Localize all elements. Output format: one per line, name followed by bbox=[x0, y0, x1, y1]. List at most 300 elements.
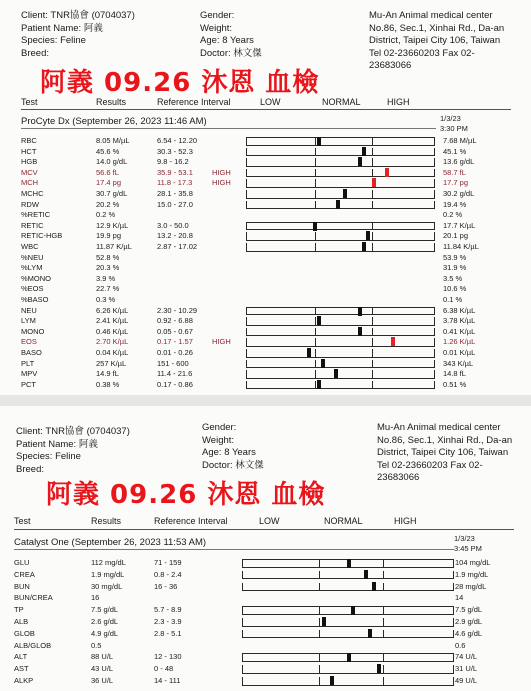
result-value: 36 U/L bbox=[91, 676, 114, 685]
result-value: 16 bbox=[91, 593, 100, 603]
print-datetime bbox=[440, 114, 480, 134]
result-marker bbox=[343, 189, 347, 198]
table-row bbox=[0, 253, 531, 264]
table-row bbox=[0, 582, 531, 593]
range-divider bbox=[315, 190, 316, 198]
result-marker bbox=[321, 359, 325, 368]
client-label: Client: bbox=[16, 426, 43, 437]
result-value: 20.2 % bbox=[96, 199, 120, 209]
table-row bbox=[0, 200, 531, 211]
print-datetime bbox=[454, 534, 494, 554]
range-bar bbox=[242, 571, 454, 580]
previous-result: 53.9 % bbox=[443, 252, 467, 262]
range-divider bbox=[315, 308, 316, 315]
test-name: HGB bbox=[21, 157, 38, 167]
result-value: 11.87 K/µL bbox=[96, 242, 132, 251]
result-marker bbox=[366, 231, 370, 240]
table-row bbox=[0, 242, 531, 253]
reference-interval: 15.0 - 27.0 bbox=[157, 199, 193, 209]
clinic-info bbox=[377, 422, 512, 485]
range-bar bbox=[246, 243, 435, 252]
range-divider bbox=[372, 148, 373, 156]
result-marker bbox=[313, 222, 317, 231]
range-bar bbox=[246, 169, 435, 178]
result-value: 20.3 % bbox=[96, 263, 120, 273]
table-row bbox=[0, 617, 531, 628]
result-value: 22.7 % bbox=[96, 284, 120, 294]
result-marker bbox=[385, 168, 389, 177]
clinic-line: 23683066 bbox=[377, 472, 420, 484]
range-divider bbox=[372, 360, 373, 368]
species-label: Species: bbox=[21, 35, 58, 47]
range-bar bbox=[246, 307, 435, 316]
range-bar bbox=[242, 559, 454, 568]
range-divider bbox=[383, 665, 384, 673]
clinic-line: District, Taipei City 106, Taiwan bbox=[369, 35, 501, 47]
range-divider bbox=[319, 607, 320, 614]
result-marker bbox=[336, 200, 340, 209]
reference-interval: 0.92 - 6.88 bbox=[157, 316, 193, 326]
test-name: MONO bbox=[21, 326, 45, 336]
table-row bbox=[0, 369, 531, 380]
result-value: 2.70 K/µL bbox=[96, 337, 129, 347]
result-marker bbox=[368, 629, 372, 638]
clinic-line: No.86, Sec.1, Xinhai Rd., Da-an bbox=[377, 434, 513, 446]
col-results: Results bbox=[91, 516, 122, 526]
reference-interval: 2.87 - 17.02 bbox=[157, 242, 198, 251]
table-row bbox=[0, 348, 531, 359]
result-value: 14.0 g/dL bbox=[96, 157, 128, 167]
range-divider bbox=[383, 560, 384, 567]
test-name: BUN bbox=[14, 581, 30, 591]
print-date: 1/3/23 bbox=[440, 114, 461, 123]
breed-label: Breed: bbox=[16, 463, 44, 475]
range-divider bbox=[319, 665, 320, 673]
test-name: GLOB bbox=[14, 628, 35, 638]
test-name: ALB/GLOB bbox=[14, 640, 52, 650]
divider bbox=[21, 128, 436, 129]
result-marker bbox=[358, 327, 362, 336]
previous-result: 0.2 % bbox=[443, 210, 463, 220]
reference-interval: 0.8 - 2.4 bbox=[154, 569, 182, 579]
range-divider bbox=[315, 138, 316, 145]
previous-result: 0.6 bbox=[455, 640, 466, 650]
range-bar bbox=[246, 360, 435, 369]
previous-result: 58.7 fL bbox=[443, 167, 466, 177]
patient-info-2 bbox=[202, 422, 264, 472]
result-marker bbox=[307, 348, 311, 357]
test-name: GLU bbox=[14, 558, 30, 567]
test-name: MCH bbox=[21, 178, 39, 188]
previous-result: 4.6 g/dL bbox=[455, 628, 483, 638]
range-divider bbox=[372, 381, 373, 389]
gender-label: Gender: bbox=[202, 422, 237, 433]
reference-interval: 11.8 - 17.3 bbox=[157, 178, 193, 188]
range-bar bbox=[246, 338, 435, 347]
range-divider bbox=[372, 308, 373, 315]
range-divider bbox=[383, 677, 384, 685]
test-name: BASO bbox=[21, 348, 42, 357]
clinic-line: No.86, Sec.1, Xinhai Rd., Da-an bbox=[369, 22, 505, 34]
previous-result: 2.9 g/dL bbox=[455, 617, 483, 626]
patient-info-2 bbox=[200, 10, 262, 60]
range-divider bbox=[315, 169, 316, 177]
result-value: 30.7 g/dL bbox=[96, 189, 128, 198]
range-divider bbox=[372, 201, 373, 209]
range-divider bbox=[372, 243, 373, 251]
result-flag: HIGH bbox=[212, 178, 231, 188]
result-value: 0.46 K/µL bbox=[96, 326, 129, 336]
test-name: %NEU bbox=[21, 252, 44, 262]
previous-result: 45.1 % bbox=[443, 146, 467, 156]
reference-interval: 0.17 - 0.86 bbox=[157, 379, 193, 389]
range-divider bbox=[315, 243, 316, 251]
test-name: HCT bbox=[21, 146, 37, 156]
gender-label: Gender: bbox=[200, 10, 235, 21]
test-name: MCHC bbox=[21, 189, 44, 198]
test-name: %LYM bbox=[21, 263, 43, 273]
result-marker bbox=[351, 606, 355, 615]
previous-result: 1.26 K/µL bbox=[443, 337, 476, 347]
range-bar bbox=[246, 381, 435, 390]
range-divider bbox=[315, 158, 316, 166]
table-row bbox=[0, 652, 531, 663]
table-row bbox=[0, 570, 531, 581]
table-row bbox=[0, 210, 531, 221]
range-divider bbox=[383, 583, 384, 591]
table-row bbox=[0, 664, 531, 675]
reference-interval: 12 - 130 bbox=[154, 652, 182, 662]
range-divider bbox=[372, 317, 373, 325]
column-header bbox=[0, 97, 531, 109]
table-row bbox=[0, 136, 531, 147]
clinic-line: District, Taipei City 106, Taiwan bbox=[377, 447, 509, 459]
age-label: Age: bbox=[202, 447, 222, 459]
range-divider bbox=[319, 571, 320, 579]
reference-interval: 30.3 - 52.3 bbox=[157, 146, 193, 156]
range-bar bbox=[242, 630, 454, 639]
table-row bbox=[0, 178, 531, 189]
range-bar bbox=[242, 606, 454, 615]
previous-result: 3.78 K/µL bbox=[443, 316, 476, 326]
col-high: HIGH bbox=[394, 516, 417, 526]
doctor-value: 林文傑 bbox=[233, 47, 262, 59]
result-value: 0.3 % bbox=[96, 295, 116, 304]
previous-result: 0.01 K/µL bbox=[443, 348, 476, 357]
result-marker bbox=[334, 369, 338, 378]
test-name: ALT bbox=[14, 652, 28, 662]
range-divider bbox=[372, 223, 373, 230]
range-divider bbox=[372, 349, 373, 357]
previous-result: 1.9 mg/dL bbox=[455, 569, 489, 579]
test-name: AST bbox=[14, 664, 29, 674]
test-name: LYM bbox=[21, 316, 36, 326]
range-bar bbox=[246, 328, 435, 337]
result-marker bbox=[317, 316, 321, 325]
range-bar bbox=[242, 653, 454, 662]
test-name: NEU bbox=[21, 305, 37, 315]
range-bar bbox=[246, 232, 435, 241]
col-reference: Reference Interval bbox=[154, 516, 228, 526]
page-gap bbox=[0, 395, 531, 406]
result-marker bbox=[372, 582, 376, 591]
species-value: Feline bbox=[60, 35, 86, 47]
test-name: RBC bbox=[21, 136, 37, 145]
result-value: 52.8 % bbox=[96, 252, 120, 262]
previous-result: 7.5 g/dL bbox=[455, 605, 483, 615]
species-label: Species: bbox=[16, 451, 53, 463]
table-row bbox=[0, 147, 531, 158]
result-marker bbox=[317, 380, 321, 389]
clinic-line: Tel 02-23660203 Fax 02- bbox=[377, 459, 483, 471]
range-divider bbox=[372, 328, 373, 336]
range-divider bbox=[315, 232, 316, 240]
test-name: RDW bbox=[21, 199, 39, 209]
col-normal: NORMAL bbox=[322, 97, 361, 107]
test-name: BUN/CREA bbox=[14, 593, 53, 603]
table-row bbox=[0, 327, 531, 338]
reference-interval: 0.05 - 0.67 bbox=[157, 326, 193, 336]
reference-interval: 2.30 - 10.29 bbox=[157, 305, 198, 315]
range-divider bbox=[319, 560, 320, 567]
result-value: 2.6 g/dL bbox=[91, 617, 119, 626]
range-bar bbox=[246, 349, 435, 358]
col-test: Test bbox=[14, 516, 31, 526]
range-divider bbox=[383, 654, 384, 661]
result-value: 3.9 % bbox=[96, 273, 116, 283]
result-value: 30 mg/dL bbox=[91, 581, 123, 591]
previous-result: 30.2 g/dL bbox=[443, 189, 475, 198]
table-row bbox=[0, 316, 531, 327]
reference-interval: 0 - 48 bbox=[154, 664, 174, 674]
result-value: 45.6 % bbox=[96, 146, 120, 156]
reference-interval: 3.0 - 50.0 bbox=[157, 220, 189, 230]
previous-result: 343 K/µL bbox=[443, 358, 474, 368]
reference-interval: 35.9 - 53.1 bbox=[157, 167, 193, 177]
divider bbox=[21, 109, 511, 110]
range-bar bbox=[246, 137, 435, 146]
result-flag: HIGH bbox=[212, 167, 231, 177]
test-name: ALKP bbox=[14, 676, 34, 685]
column-header bbox=[0, 516, 531, 528]
range-divider bbox=[372, 169, 373, 177]
table-row bbox=[0, 558, 531, 569]
previous-result: 7.68 M/µL bbox=[443, 136, 477, 145]
range-divider bbox=[383, 618, 384, 626]
result-value: 19.9 pg bbox=[96, 231, 122, 241]
result-value: 257 K/µL bbox=[96, 358, 127, 368]
reference-interval: 0.17 - 1.57 bbox=[157, 337, 193, 347]
range-divider bbox=[315, 148, 316, 156]
table-row bbox=[0, 306, 531, 317]
range-divider bbox=[315, 201, 316, 209]
range-divider bbox=[319, 677, 320, 685]
test-name: RETIC bbox=[21, 220, 44, 230]
doctor-label: Doctor: bbox=[200, 47, 231, 59]
result-marker bbox=[347, 559, 351, 568]
table-row bbox=[0, 629, 531, 640]
print-date: 1/3/23 bbox=[454, 534, 475, 543]
reference-interval: 2.8 - 5.1 bbox=[154, 628, 182, 638]
result-marker bbox=[362, 147, 366, 156]
reference-interval: 13.2 - 20.8 bbox=[157, 231, 193, 241]
previous-result: 31 U/L bbox=[455, 664, 478, 674]
test-name: WBC bbox=[21, 242, 39, 251]
print-time: 3:45 PM bbox=[454, 544, 482, 553]
age-value: 8 Years bbox=[222, 35, 254, 47]
doctor-value: 林文傑 bbox=[235, 459, 264, 471]
reference-interval: 16 - 36 bbox=[154, 581, 178, 591]
range-divider bbox=[319, 618, 320, 626]
result-marker bbox=[364, 570, 368, 579]
range-divider bbox=[319, 583, 320, 591]
range-divider bbox=[315, 328, 316, 336]
divider bbox=[14, 529, 514, 530]
reference-interval: 2.3 - 3.9 bbox=[154, 617, 182, 626]
result-marker bbox=[330, 676, 334, 685]
handwritten-stamp: 阿義 09.26 沐恩 血檢 bbox=[40, 68, 320, 98]
previous-result: 20.1 pg bbox=[443, 231, 469, 241]
result-value: 8.05 M/µL bbox=[96, 136, 130, 145]
reference-interval: 11.4 - 21.6 bbox=[157, 369, 193, 379]
reference-interval: 151 - 600 bbox=[157, 358, 189, 368]
clinic-line: Mu-An Animal medical center bbox=[369, 10, 493, 21]
test-name: PLT bbox=[21, 358, 35, 368]
test-name: ALB bbox=[14, 617, 29, 626]
range-divider bbox=[383, 607, 384, 614]
doctor-label: Doctor: bbox=[202, 459, 233, 471]
result-marker bbox=[317, 137, 321, 146]
client-value: TNR協會 (0704037) bbox=[50, 10, 135, 21]
range-divider bbox=[315, 317, 316, 325]
range-bar bbox=[246, 317, 435, 326]
result-value: 7.5 g/dL bbox=[91, 605, 119, 615]
range-divider bbox=[372, 138, 373, 145]
range-bar bbox=[246, 370, 435, 379]
result-marker bbox=[358, 157, 362, 166]
section-title: ProCyte Dx (September 26, 2023 11:46 AM) bbox=[21, 116, 207, 127]
previous-result: 10.6 % bbox=[443, 284, 467, 294]
clinic-line: 23683066 bbox=[369, 60, 412, 72]
reference-interval: 14 - 111 bbox=[154, 676, 181, 685]
test-name: %RETIC bbox=[21, 210, 51, 220]
test-name: RETIC-HGB bbox=[21, 231, 63, 241]
weight-label: Weight: bbox=[202, 434, 235, 446]
breed-label: Breed: bbox=[21, 47, 49, 59]
patient-info bbox=[16, 426, 130, 476]
previous-result: 6.38 K/µL bbox=[443, 305, 476, 315]
col-low: LOW bbox=[259, 516, 280, 526]
range-divider bbox=[372, 232, 373, 240]
table-row bbox=[0, 274, 531, 285]
result-marker bbox=[377, 664, 381, 673]
previous-result: 104 mg/dL bbox=[455, 558, 491, 567]
test-name: %MONO bbox=[21, 273, 51, 283]
table-row bbox=[0, 284, 531, 295]
test-name: %BASO bbox=[21, 295, 49, 304]
result-value: 0.5 bbox=[91, 640, 102, 650]
table-row bbox=[0, 605, 531, 616]
result-flag: HIGH bbox=[212, 337, 231, 347]
test-name: MPV bbox=[21, 369, 38, 379]
reference-interval: 28.1 - 35.8 bbox=[157, 189, 193, 198]
range-divider bbox=[315, 338, 316, 346]
table-row bbox=[0, 359, 531, 370]
species-value: Feline bbox=[55, 451, 81, 463]
range-bar bbox=[246, 222, 435, 231]
range-divider bbox=[383, 571, 384, 579]
result-value: 4.9 g/dL bbox=[91, 628, 119, 638]
reference-interval: 71 - 159 bbox=[154, 558, 182, 567]
result-value: 1.9 mg/dL bbox=[91, 569, 125, 579]
result-value: 0.38 % bbox=[96, 379, 120, 389]
print-time: 3:30 PM bbox=[440, 124, 468, 133]
test-name: TP bbox=[14, 605, 24, 615]
range-divider bbox=[319, 630, 320, 638]
result-value: 6.26 K/µL bbox=[96, 305, 129, 315]
table-row bbox=[0, 263, 531, 274]
table-row bbox=[0, 641, 531, 652]
age-label: Age: bbox=[200, 35, 220, 47]
previous-result: 11.84 K/µL bbox=[443, 242, 479, 251]
range-bar bbox=[246, 201, 435, 210]
client-label: Client: bbox=[21, 10, 48, 21]
table-row bbox=[0, 168, 531, 179]
clinic-line: Mu-An Animal medical center bbox=[377, 422, 501, 433]
range-divider bbox=[315, 360, 316, 368]
range-divider bbox=[315, 179, 316, 187]
range-divider bbox=[315, 381, 316, 389]
result-marker bbox=[372, 178, 376, 187]
test-name: EOS bbox=[21, 337, 37, 347]
reference-interval: 6.54 - 12.20 bbox=[157, 136, 198, 145]
range-divider bbox=[372, 338, 373, 346]
result-value: 112 mg/dL bbox=[91, 558, 126, 567]
range-divider bbox=[319, 654, 320, 661]
weight-label: Weight: bbox=[200, 22, 233, 34]
col-high: HIGH bbox=[387, 97, 410, 107]
section-title: Catalyst One (September 26, 2023 11:53 AM) bbox=[14, 537, 207, 548]
age-value: 8 Years bbox=[224, 447, 256, 459]
result-marker bbox=[391, 337, 395, 346]
reference-interval: 9.8 - 16.2 bbox=[157, 157, 189, 167]
result-value: 88 U/L bbox=[91, 652, 114, 662]
previous-result: 0.41 K/µL bbox=[443, 326, 476, 336]
clinic-info bbox=[369, 10, 504, 73]
patient-label: Patient Name: bbox=[21, 22, 82, 34]
clinic-line: Tel 02-23660203 Fax 02- bbox=[369, 47, 475, 59]
previous-result: 13.6 g/dL bbox=[443, 157, 475, 167]
previous-result: 31.9 % bbox=[443, 263, 467, 273]
range-bar bbox=[246, 148, 435, 157]
result-marker bbox=[322, 617, 326, 626]
test-name: %EOS bbox=[21, 284, 44, 294]
previous-result: 0.1 % bbox=[443, 295, 463, 304]
result-value: 43 U/L bbox=[91, 664, 114, 674]
divider bbox=[14, 549, 454, 550]
patient-info bbox=[21, 10, 135, 60]
patient-value: 阿義 bbox=[78, 438, 98, 450]
result-value: 14.9 fL bbox=[96, 369, 119, 379]
patient-value: 阿義 bbox=[83, 22, 103, 34]
col-reference: Reference Interval bbox=[157, 97, 231, 107]
range-bar bbox=[246, 190, 435, 199]
table-row bbox=[0, 221, 531, 232]
col-test: Test bbox=[21, 97, 38, 107]
col-normal: NORMAL bbox=[324, 516, 363, 526]
col-low: LOW bbox=[260, 97, 281, 107]
result-value: 12.9 K/µL bbox=[96, 220, 129, 230]
